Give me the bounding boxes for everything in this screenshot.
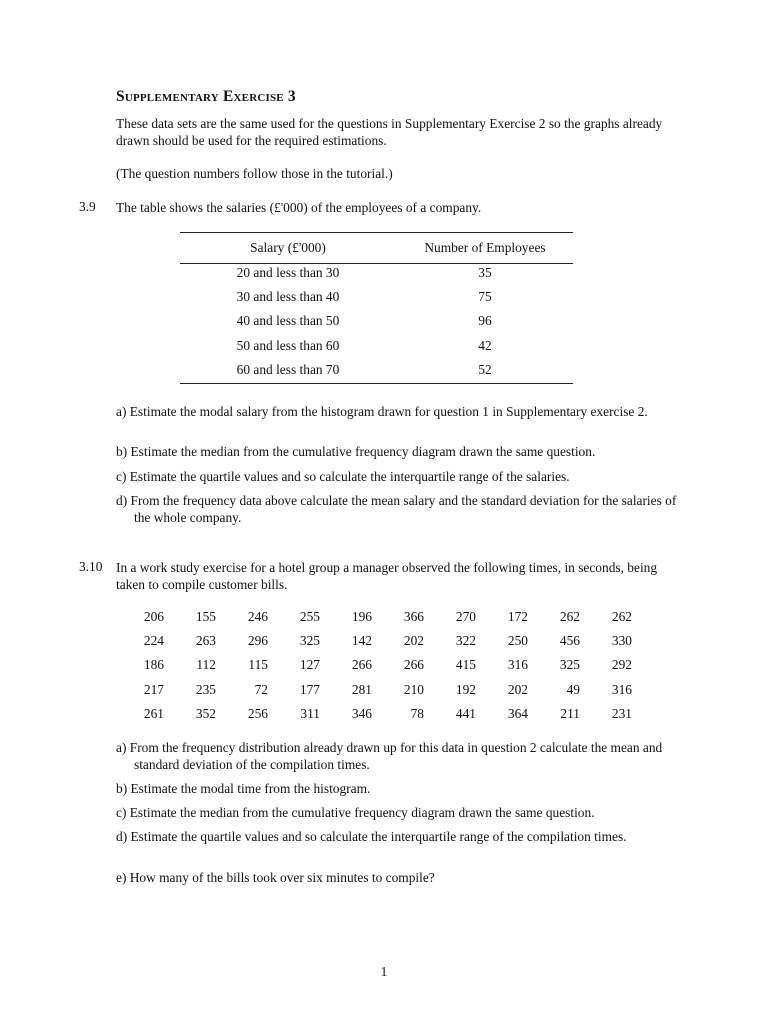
- time-value: 266: [351, 657, 372, 673]
- time-value: 224: [143, 633, 164, 649]
- table-header-employees: Number of Employees: [424, 240, 546, 255]
- time-value: 72: [254, 681, 268, 697]
- q310-part-d: d) Estimate the quartile values and so calculate the interquartile range of the compilation times.: [116, 829, 627, 844]
- time-value: 192: [455, 681, 476, 697]
- table-cell-employees: 35: [478, 265, 492, 280]
- question-3-10-number: 3.10: [79, 559, 103, 574]
- time-value: 211: [560, 705, 580, 721]
- table-header-salary: Salary (£'000): [250, 240, 326, 255]
- q310-part-e: e) How many of the bills took over six minutes to compile?: [116, 870, 435, 885]
- time-value: 352: [195, 705, 216, 721]
- time-value: 202: [403, 633, 424, 649]
- time-value: 311: [300, 705, 320, 721]
- time-value: 155: [195, 609, 216, 624]
- intro-paragraph: These data sets are the same used for the questions in Supplementary Exercise 2 so the graphs already drawn should be used for the required estimations.: [116, 116, 663, 148]
- question-3-10-text: In a work study exercise for a hotel group a manager observed the following times, in seconds, being taken to compile customer bills.: [116, 560, 658, 592]
- time-value: 270: [455, 609, 476, 624]
- time-value: 316: [611, 681, 632, 697]
- intro-note: (The question numbers follow those in the tutorial.): [116, 166, 393, 181]
- time-value: 210: [403, 681, 424, 697]
- table-top-rule: [180, 232, 573, 233]
- q39-part-c: c) Estimate the quartile values and so calculate the interquartile range of the salaries.: [116, 469, 570, 484]
- q310-part-b: b) Estimate the modal time from the histogram.: [116, 781, 371, 796]
- time-value: 330: [611, 633, 632, 649]
- time-value: 266: [403, 657, 424, 673]
- time-value: 325: [299, 633, 320, 649]
- time-value: 281: [351, 681, 372, 697]
- question-3-9-text: The table shows the salaries (£'000) of the employees of a company.: [116, 200, 482, 215]
- question-3-9-number: 3.9: [79, 199, 96, 214]
- time-value: 231: [611, 705, 632, 721]
- table-cell-employees: 75: [478, 289, 492, 305]
- time-value: 172: [507, 609, 528, 624]
- page-number: 1: [380, 964, 388, 979]
- time-value: 235: [195, 681, 216, 697]
- time-value: 250: [507, 633, 528, 649]
- time-value: 256: [247, 705, 268, 721]
- time-value: 255: [299, 609, 320, 624]
- time-value: 112: [196, 657, 216, 673]
- time-value: 217: [143, 681, 164, 697]
- time-value: 261: [143, 705, 164, 721]
- time-value: 441: [455, 705, 476, 721]
- time-value: 262: [559, 609, 580, 624]
- time-value: 142: [351, 633, 372, 649]
- time-value: 246: [247, 609, 268, 624]
- table-header-rule: [180, 263, 573, 264]
- table-cell-salary: 60 and less than 70: [236, 361, 340, 377]
- time-value: 366: [403, 609, 424, 624]
- time-value: 262: [611, 609, 632, 624]
- time-value: 196: [351, 609, 372, 624]
- table-cell-salary: 50 and less than 60: [236, 337, 340, 353]
- q39-part-a: a) Estimate the modal salary from the histogram drawn for question 1 in Supplementary exercise 2.: [116, 404, 648, 419]
- table-cell-employees: 96: [478, 313, 492, 329]
- q39-part-d: d) From the frequency data above calculate the mean salary and the standard deviation for the salaries of the whole company.: [116, 493, 677, 525]
- time-value: 127: [299, 657, 320, 673]
- time-value: 115: [248, 657, 268, 673]
- table-cell-employees: 52: [478, 361, 492, 377]
- q39-part-b: b) Estimate the median from the cumulative frequency diagram drawn the same question.: [116, 444, 596, 459]
- time-value: 296: [247, 633, 268, 649]
- time-value: 186: [143, 657, 164, 673]
- time-value: 177: [299, 681, 320, 697]
- time-value: 292: [611, 657, 632, 673]
- time-value: 322: [455, 633, 476, 649]
- time-value: 456: [559, 633, 580, 649]
- time-value: 325: [559, 657, 580, 673]
- time-value: 316: [507, 657, 528, 673]
- table-cell-salary: 30 and less than 40: [236, 289, 340, 305]
- q310-part-c: c) Estimate the median from the cumulative frequency diagram drawn the same question.: [116, 805, 595, 820]
- time-value: 364: [507, 705, 528, 721]
- time-value: 202: [507, 681, 528, 697]
- page-title: Supplementary Exercise 3: [116, 88, 296, 105]
- time-value: 263: [195, 633, 216, 649]
- time-value: 206: [143, 609, 164, 624]
- time-value: 78: [410, 705, 424, 721]
- time-value: 49: [566, 681, 580, 697]
- time-value: 346: [351, 705, 372, 721]
- table-cell-employees: 42: [478, 337, 492, 353]
- table-cell-salary: 40 and less than 50: [236, 313, 340, 329]
- q310-part-a: a) From the frequency distribution already drawn up for this data in question 2 calculate the mean and standard deviation of the compilation times.: [116, 740, 663, 772]
- table-cell-salary: 20 and less than 30: [236, 265, 340, 280]
- time-value: 415: [455, 657, 476, 673]
- table-bottom-rule: [180, 383, 573, 384]
